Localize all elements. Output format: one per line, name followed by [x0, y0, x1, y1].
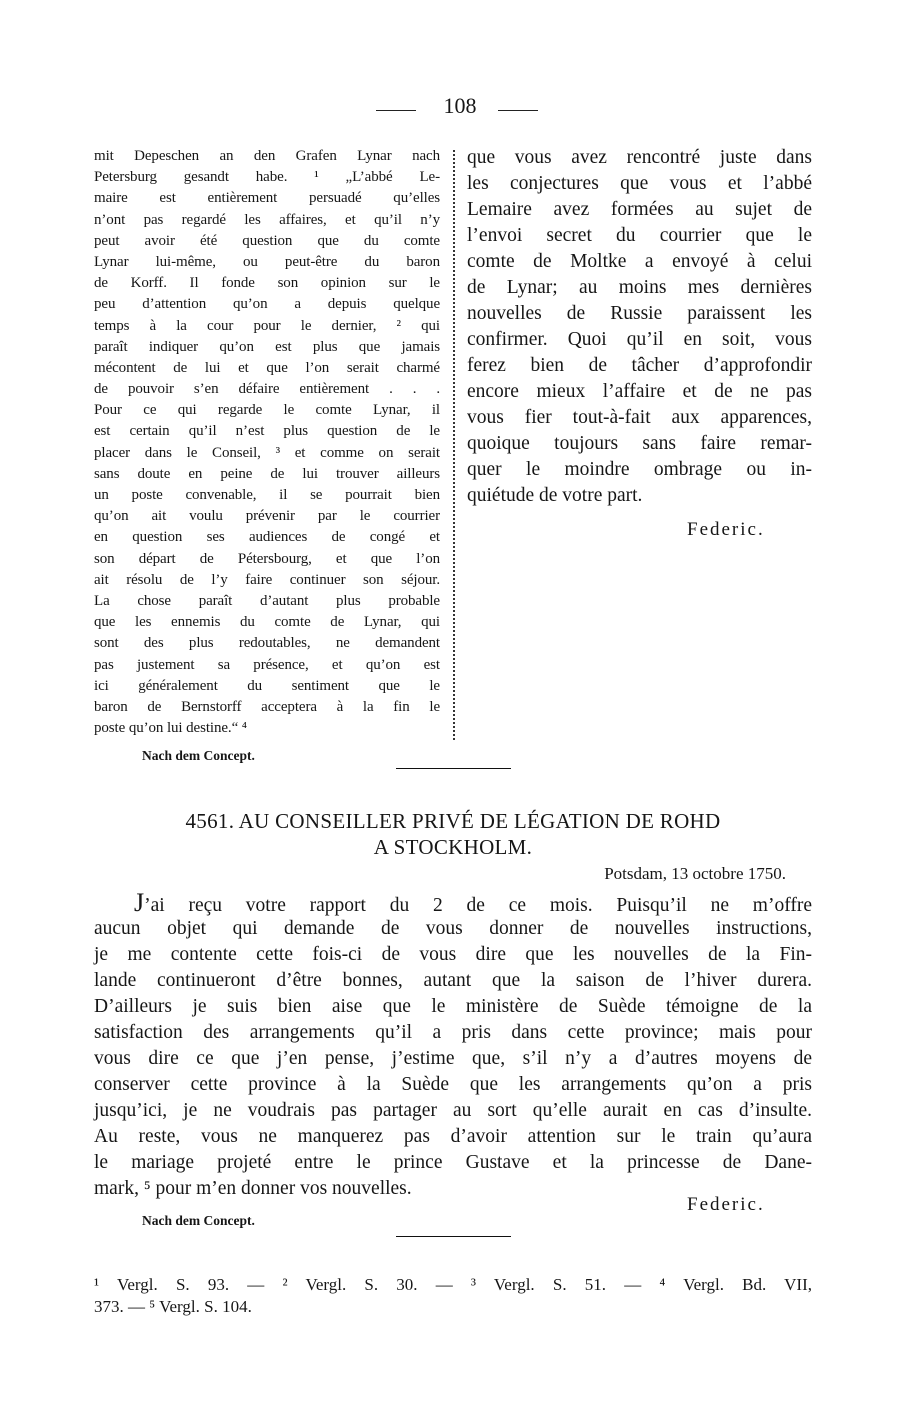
document-title-line: A STOCKHOLM.	[373, 835, 533, 859]
right-column-line: quiétude de votre part.	[467, 485, 643, 506]
document-title-line: 4561. AU CONSEILLER PRIVÉ DE LÉGATION DE ROHD	[185, 809, 721, 833]
letter-line: jusqu’ici, je ne voudrais pas partager au sort qu’elle aurait en cas d’insulte.	[94, 1100, 812, 1121]
left-column-line: temps à la cour pour le dernier, ² qui	[94, 317, 440, 334]
dateline: Potsdam, 13 octobre 1750.	[604, 864, 786, 883]
letter-line: satisfaction des arrangements qu’il a pris dans cette province; mais pour	[94, 1022, 812, 1043]
page-header	[0, 93, 900, 127]
footnote-separator	[396, 1236, 511, 1237]
right-column-line: quoique toujours sans faire remar-	[467, 433, 812, 454]
left-column-line: un poste convenable, il se pourrait bien	[94, 487, 440, 503]
left-column-line: sont des plus redoutables, ne demandent	[94, 635, 440, 652]
letter-line: lande continueront d’être bonnes, autant que la saison de l’hiver durera.	[94, 970, 812, 991]
footnote-line: 373. — ⁵ Vergl. S. 104.	[94, 1297, 252, 1316]
right-column-line: Lemaire avez formées au sujet de	[467, 199, 812, 220]
drop-cap: J	[134, 888, 145, 917]
left-column-line: son départ de Pétersbourg, et que l’on	[94, 550, 440, 567]
right-column-line: vous fier tout-à-fait aux apparences,	[467, 407, 812, 428]
footnote-line: ¹ Vergl. S. 93. — ² Vergl. S. 30. — ³ Vergl. S. 51. — ⁴ Vergl. Bd. VII,	[94, 1275, 812, 1294]
letter-line: aucun objet qui demande de vous donner de nouvelles instructions,	[94, 918, 812, 939]
left-column-line: baron de Bernstorff acceptera à la fin le	[94, 698, 440, 715]
left-column-line: Lynar lui-même, ou peut-être du baron	[94, 253, 440, 270]
right-column-line: de Lynar; au moins mes dernières	[467, 277, 812, 298]
left-column-line: ait résolu de l’y faire continuer son séjour.	[94, 571, 440, 588]
letter-line: Au reste, vous ne manquerez pas d’avoir attention sur le train qu’aura	[94, 1126, 812, 1147]
letter-signature: Federic.	[687, 1194, 765, 1215]
left-column-line: Petersburg gesandt habe. ¹ „L’abbé Le-	[94, 169, 440, 186]
left-column-line: de Korff. Il fonde son opinion sur le	[94, 275, 440, 292]
right-column-line: confirmer. Quoi qu’il en soit, vous	[467, 329, 812, 350]
left-column-line: sans doute en peine de lui trouver ailleurs	[94, 465, 440, 482]
left-column-line: qu’on ait voulu prévenir par le courrier	[94, 508, 440, 525]
left-column-line: peu d’attention qu’on a depuis quelque	[94, 296, 440, 313]
left-column-line: n’ont pas regardé les affaires, et qu’il n’y	[94, 211, 440, 228]
right-column-line: quer le moindre ombrage ou in-	[467, 459, 812, 480]
page-number: 108	[443, 93, 477, 118]
letter-line: mark, ⁵ pour m’en donner vos nouvelles.	[94, 1178, 412, 1199]
letter-line: le mariage projeté entre le prince Gustave et la princesse de Dane-	[94, 1152, 812, 1173]
left-column-line: La chose paraît d’autant plus probable	[94, 592, 440, 609]
left-column-line: peut avoir été question que du comte	[94, 232, 440, 249]
left-column-line: ici généralement du sentiment que le	[94, 677, 440, 694]
letter-line: vous dire ce que j’en pense, j’estime que, s’il n’y a d’autres moyens de	[94, 1048, 812, 1069]
header-rule-right	[498, 110, 538, 111]
right-column-line: que vous avez rencontré juste dans	[467, 147, 812, 168]
letter-source-note: Nach dem Concept.	[142, 1213, 255, 1228]
right-column-line: encore mieux l’affaire et de ne pas	[467, 381, 812, 402]
footnotes	[94, 1274, 812, 1318]
left-column-line: pas justement sa présence, et qu’on est	[94, 656, 440, 673]
left-column-line: en question ses audiences de congé et	[94, 529, 440, 546]
left-column-line: maire est entièrement persuadé qu’elles	[94, 190, 440, 207]
letter-line: conserver cette province à la Suède que les arrangements qu’on a pris	[94, 1074, 812, 1095]
left-column-line: mit Depeschen an den Grafen Lynar nach	[94, 148, 440, 164]
right-column-line: nouvelles de Russie paraissent les	[467, 303, 812, 324]
right-column	[467, 145, 812, 509]
left-column-line: mécontent de lui et que l’on serait charmé	[94, 359, 440, 376]
left-column-line: est certain qu’il n’est plus question de le	[94, 423, 440, 440]
left-column-line: que les ennemis du comte de Lynar, qui	[94, 614, 440, 631]
source-note: Nach dem Concept.	[142, 748, 255, 763]
column-divider	[453, 150, 455, 740]
letter-line: je me contente cette fois-ci de vous dire que les nouvelles de la Fin-	[94, 944, 812, 965]
left-column-line: placer dans le Conseil, ³ et comme on serait	[94, 444, 440, 461]
signature: Federic.	[687, 519, 765, 540]
header-rule-left	[376, 110, 416, 111]
left-column-line: de pouvoir s’en défaire entièrement . . .	[94, 381, 440, 398]
left-column	[94, 146, 440, 739]
letter-body	[94, 890, 812, 1202]
letter-line-text: ’ai reçu votre rapport du 2 de ce mois. Puisqu’il ne m’offre	[144, 895, 812, 916]
right-column-line: l’envoi secret du courrier que le	[467, 225, 812, 246]
document-title	[118, 808, 788, 860]
left-column-line: paraît indiquer qu’on est plus que jamais	[94, 338, 440, 355]
left-column-line: Pour ce qui regarde le comte Lynar, il	[94, 402, 440, 419]
right-column-line: ferez bien de tâcher d’approfondir	[467, 355, 812, 376]
letter-line	[94, 890, 812, 916]
letter-line: D’ailleurs je suis bien aise que le ministère de Suède témoigne de la	[94, 996, 812, 1017]
right-column-line: comte de Moltke a envoyé à celui	[467, 251, 812, 272]
left-column-line: poste qu’on lui destine.“ ⁴	[94, 720, 247, 737]
section-separator	[396, 768, 511, 769]
right-column-line: les conjectures que vous et l’abbé	[467, 173, 812, 194]
